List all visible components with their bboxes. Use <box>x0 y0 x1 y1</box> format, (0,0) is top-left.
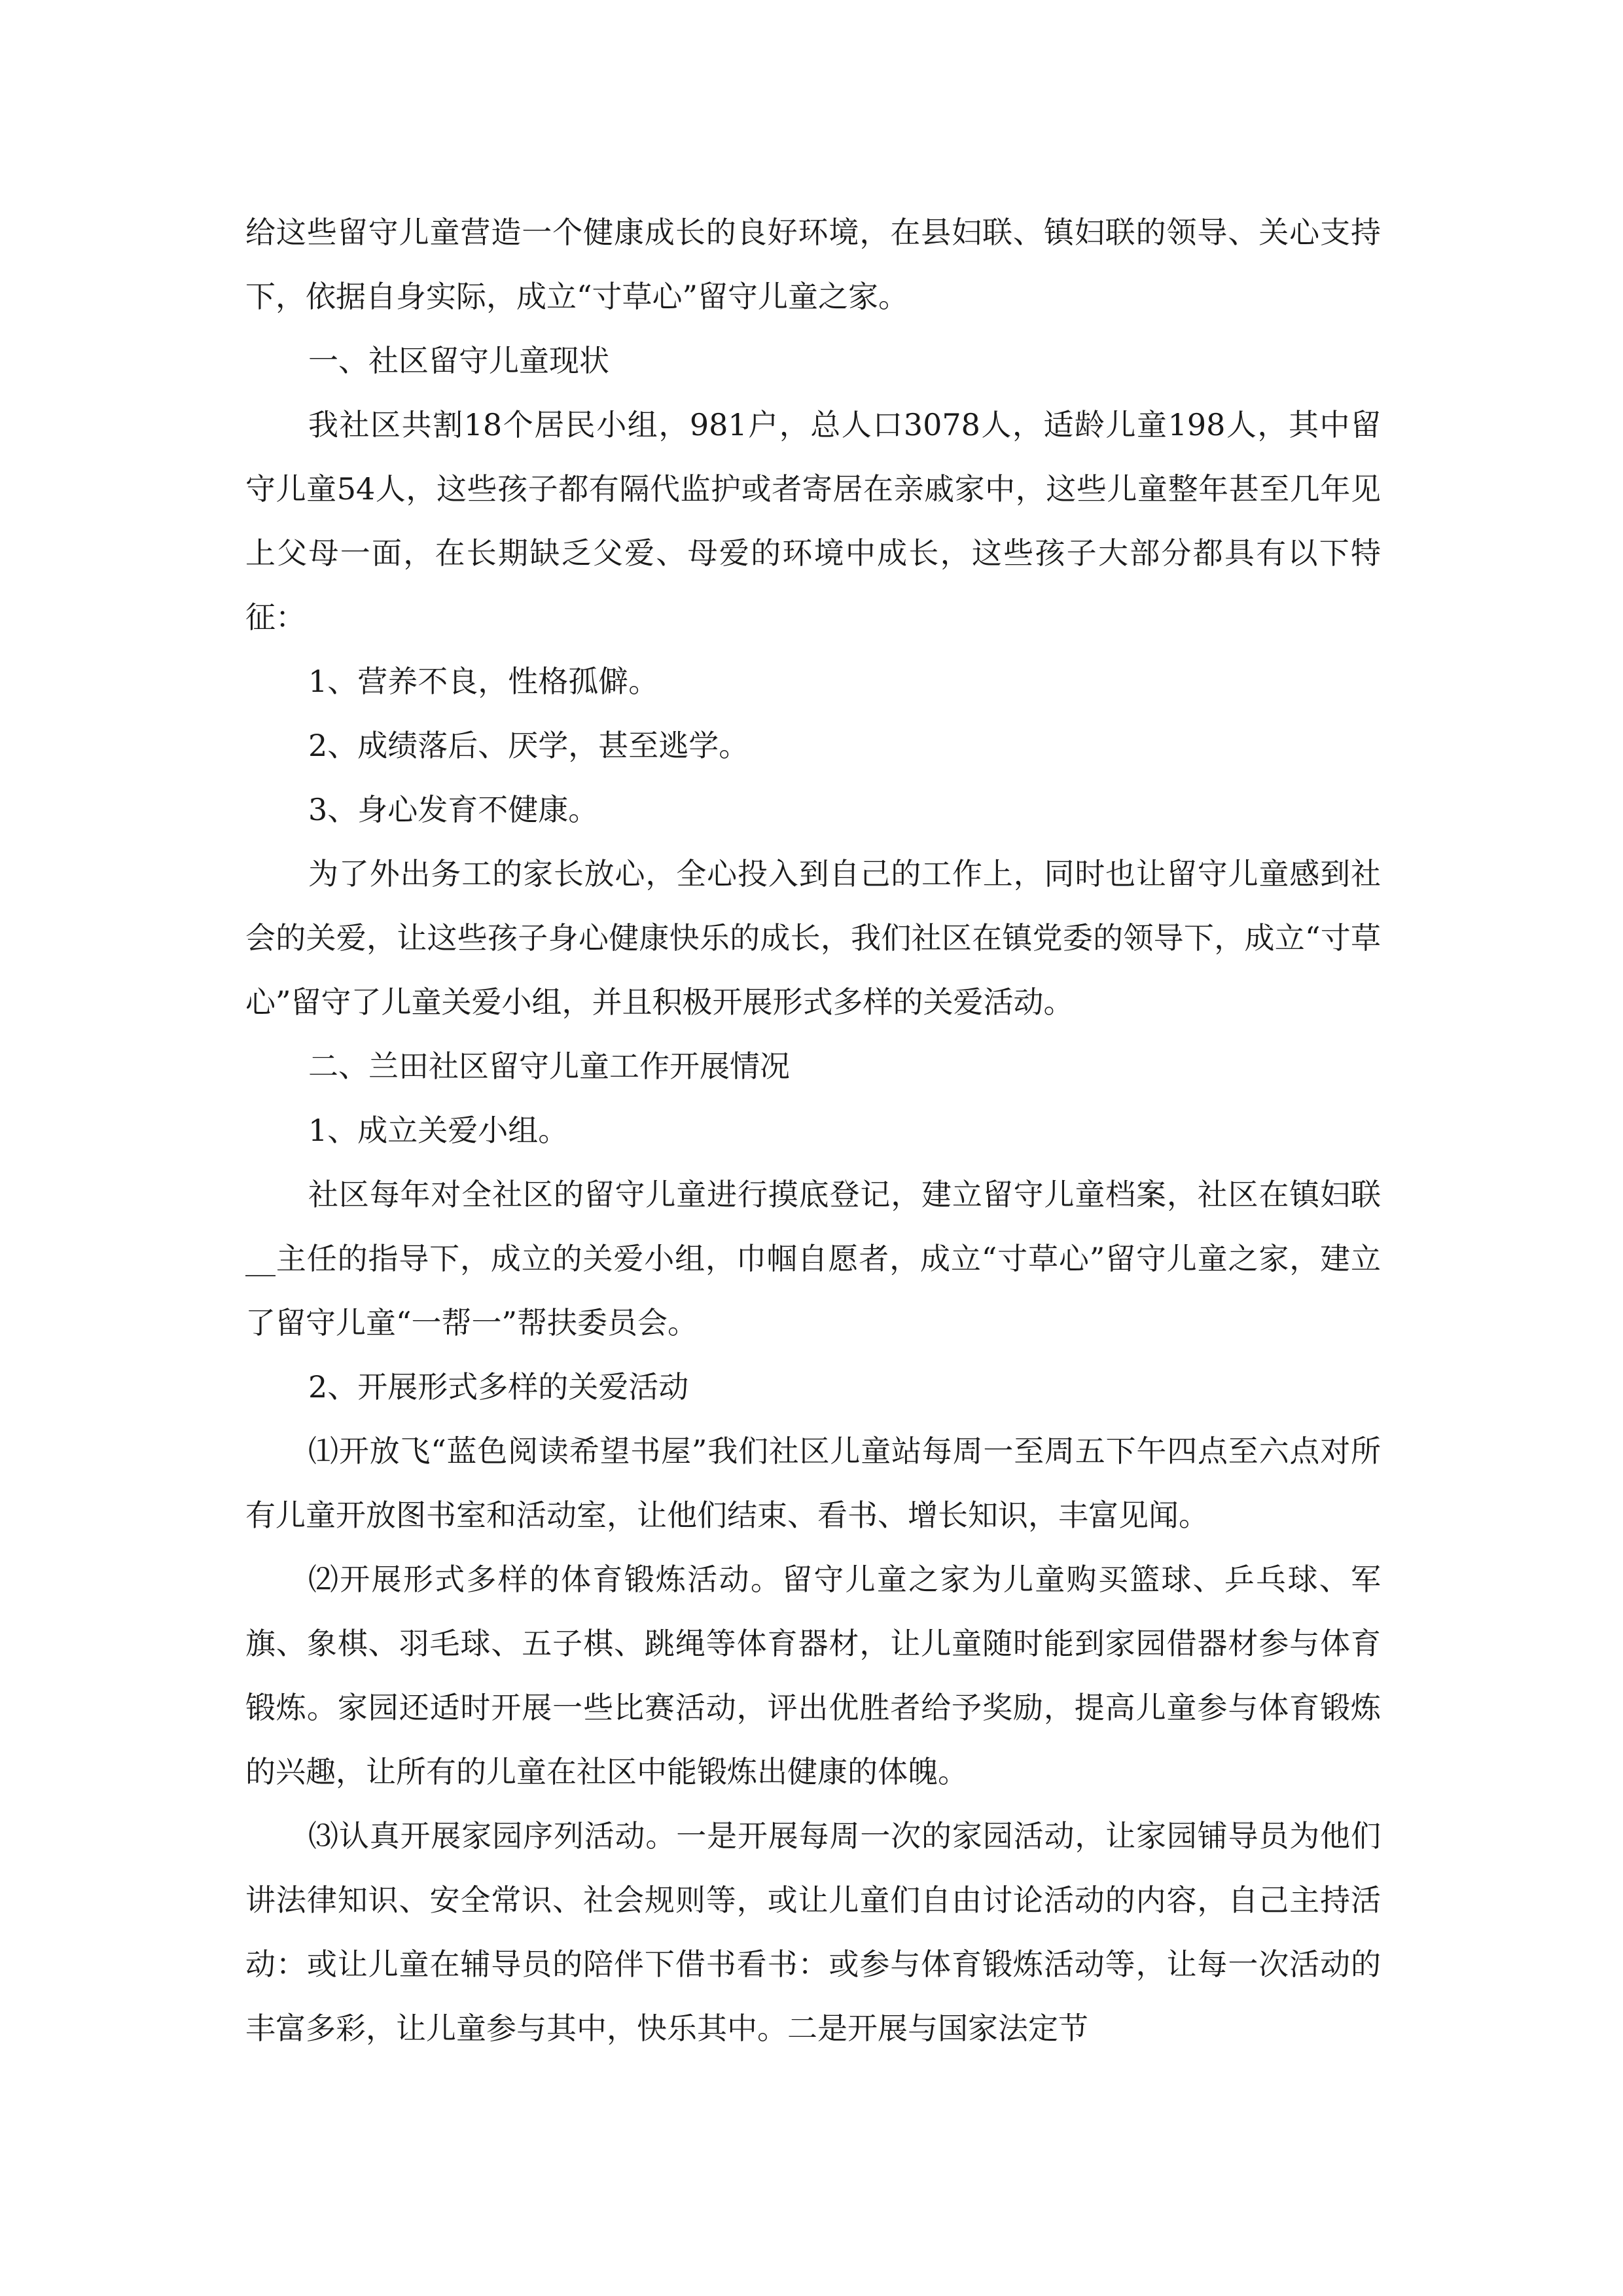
paragraph: 给这些留守儿童营造一个健康成长的良好环境，在县妇联、镇妇联的领导、关心支持下，依据自身实际，成立“寸草心”留守儿童之家。 <box>245 215 1381 314</box>
list-item: 3、身心发育不健康。 <box>308 792 599 827</box>
document-body <box>245 200 1381 2060</box>
subsection-heading: 1、成立关爱小组。 <box>308 1113 569 1148</box>
section-heading: 一、社区留守儿童现状 <box>308 343 609 378</box>
list-item: 2、成绩落后、厌学，甚至逃学。 <box>308 728 749 763</box>
paragraph: 我社区共割18个居民小组，981户，总人口3078人，适龄儿童198人，其中留守儿童54人，这些孩子都有隔代监护或者寄居在亲戚家中，这些儿童整年甚至几年见上父母一面，在长期缺乏父爱、母爱的环境中成长，这些孩子大部分都具有以下特征： <box>245 407 1381 635</box>
list-item: 1、营养不良，性格孤僻。 <box>308 664 659 699</box>
paragraph: ⑵开展形式多样的体育锻炼活动。留守儿童之家为儿童购买篮球、乒乓球、军旗、象棋、羽毛球、五子棋、跳绳等体育器材，让儿童随时能到家园借器材参与体育锻炼。家园还适时开展一些比赛活动，评出优胜者给予奖励，提高儿童参与体育锻炼的兴趣，让所有的儿童在社区中能锻炼出健康的体魄。 <box>245 1562 1381 1789</box>
section-heading: 二、兰田社区留守儿童工作开展情况 <box>308 1049 790 1084</box>
subsection-heading: 2、开展形式多样的关爱活动 <box>308 1369 689 1405</box>
paragraph: 社区每年对全社区的留守儿童进行摸底登记，建立留守儿童档案，社区在镇妇联__主任的指导下，成立的关爱小组，巾帼自愿者，成立“寸草心”留守儿童之家，建立了留守儿童“一帮一”帮扶委员会。 <box>245 1177 1381 1340</box>
paragraph: 为了外出务工的家长放心，全心投入到自己的工作上，同时也让留守儿童感到社会的关爱，让这些孩子身心健康快乐的成长，我们社区在镇党委的领导下，成立“寸草心”留守了儿童关爱小组，并且积极开展形式多样的关爱活动。 <box>245 856 1381 1020</box>
paragraph: ⑶认真开展家园序列活动。一是开展每周一次的家园活动，让家园铺导员为他们讲法律知识、安全常识、社会规则等，或让儿童们自由讨论活动的内容，自己主持活动：或让儿童在辅导员的陪伴下借书看书：或参与体育锻炼活动等，让每一次活动的丰富多彩，让儿童参与其中，快乐其中。二是开展与国家法定节 <box>245 1818 1381 2046</box>
paragraph: ⑴开放飞“蓝色阅读希望书屋”我们社区儿童站每周一至周五下午四点至六点对所有儿童开放图书室和活动室，让他们结束、看书、增长知识，丰富见闻。 <box>245 1433 1381 1533</box>
